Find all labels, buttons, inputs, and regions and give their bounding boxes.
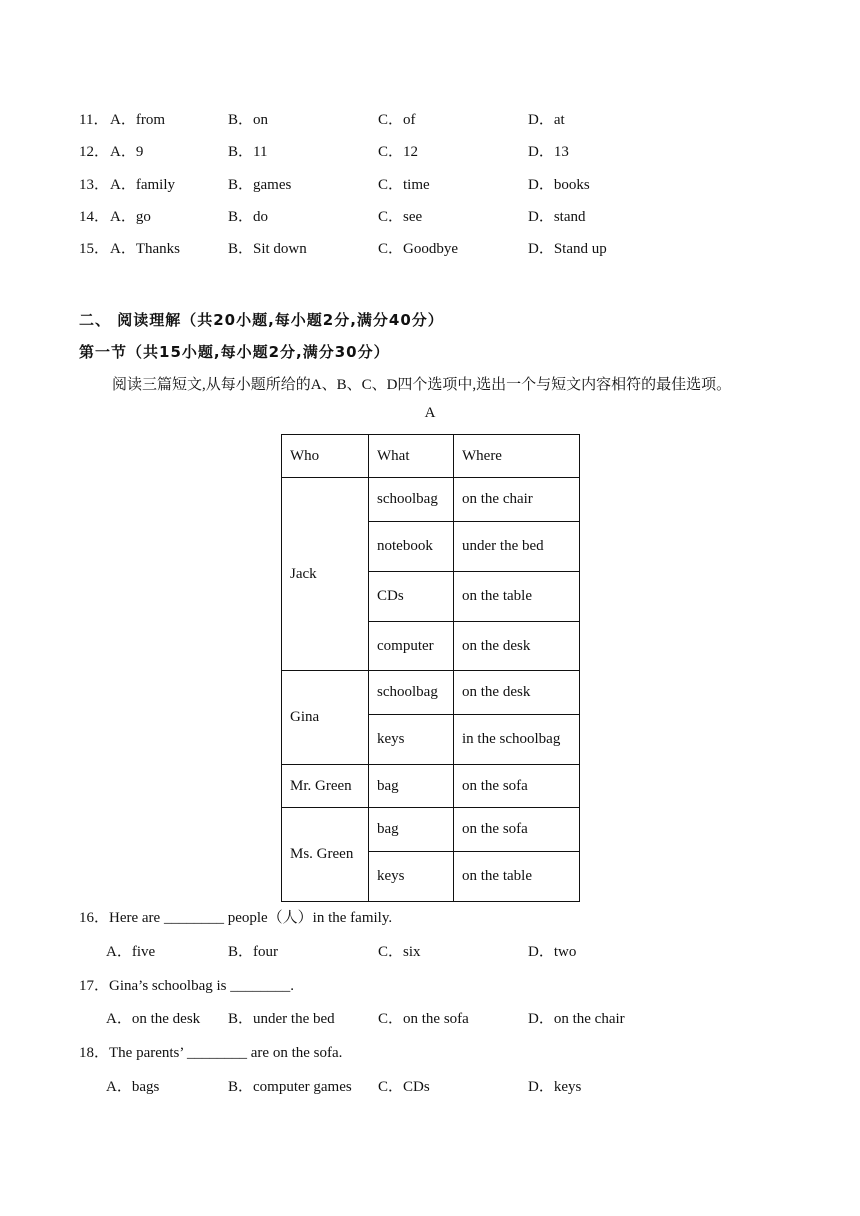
section-heading: 二、 阅读理解（共20小题,每小题2分,满分40分） [79, 311, 444, 329]
options-row-16 [0, 940, 860, 962]
option-a: A．five [106, 944, 156, 960]
option-d: D．keys [528, 1079, 582, 1095]
where-cell: under the bed [454, 522, 580, 572]
where-cell: on the desk [454, 671, 580, 715]
what-cell: bag [369, 765, 454, 808]
where-cell: on the table [454, 852, 580, 902]
option-c: C．see [378, 209, 423, 225]
option-c: C．CDs [378, 1079, 430, 1095]
option-b: B．on [228, 112, 269, 128]
table-row [282, 478, 580, 522]
passage-label: A [424, 405, 436, 421]
who-cell: Ms. Green [282, 808, 369, 902]
option-b: B．Sit down [228, 241, 307, 257]
what-cell: CDs [369, 572, 454, 622]
option-b: B．11 [228, 144, 268, 160]
where-cell: on the desk [454, 622, 580, 671]
where-cell: on the table [454, 572, 580, 622]
what-cell: bag [369, 808, 454, 852]
where-cell: in the schoolbag [454, 715, 580, 765]
option-c: C．of [378, 112, 416, 128]
option-b: B．computer games [228, 1079, 352, 1095]
option-d: D．13 [528, 144, 569, 160]
option-d: D．books [528, 177, 590, 193]
options-row-13 [0, 173, 860, 195]
where-cell: on the chair [454, 478, 580, 522]
table-header: Where [454, 435, 580, 478]
question-number: 11． [79, 112, 109, 128]
part-heading: 第一节（共15小题,每小题2分,满分30分） [79, 343, 390, 361]
table-header-row [282, 435, 580, 478]
options-row-11 [0, 108, 860, 130]
option-c: C．12 [378, 144, 419, 160]
what-cell: keys [369, 852, 454, 902]
option-b: B．do [228, 209, 269, 225]
option-a: A．go [110, 209, 151, 225]
option-a: A．family [110, 177, 175, 193]
table-row [282, 765, 580, 808]
option-c: C．six [378, 944, 421, 960]
option-c: C．time [378, 177, 430, 193]
option-a: A．from [110, 112, 165, 128]
options-row-15 [0, 237, 860, 259]
question-number: 13． [79, 177, 110, 193]
option-a: A．bags [106, 1079, 160, 1095]
option-a: A．Thanks [110, 241, 180, 257]
option-b: B．games [228, 177, 292, 193]
options-row-12 [0, 140, 860, 162]
what-cell: schoolbag [369, 478, 454, 522]
who-cell: Gina [282, 671, 369, 765]
question-number: 14． [79, 209, 110, 225]
option-a: A．on the desk [106, 1011, 201, 1027]
options-row-18 [0, 1075, 860, 1097]
table-header: Who [282, 435, 369, 478]
option-d: D．at [528, 112, 565, 128]
what-cell: computer [369, 622, 454, 671]
option-d: D．two [528, 944, 577, 960]
option-b: B．four [228, 944, 278, 960]
what-cell: schoolbag [369, 671, 454, 715]
option-c: C．on the sofa [378, 1011, 469, 1027]
option-a: A．9 [110, 144, 144, 160]
table-row [282, 671, 580, 715]
belongings-table [281, 434, 580, 902]
who-cell: Mr. Green [282, 765, 369, 808]
where-cell: on the sofa [454, 765, 580, 808]
option-d: D．stand [528, 209, 586, 225]
option-d: D．on the chair [528, 1011, 625, 1027]
table-row [282, 808, 580, 852]
instruction-text: 阅读三篇短文,从每小题所给的A、B、C、D四个选项中,选出一个与短文内容相符的最佳选项。 [112, 377, 732, 393]
question-stem-16: 16．Here are ________ people（人）in the family. [79, 910, 393, 926]
option-c: C．Goodbye [378, 241, 458, 257]
options-row-14 [0, 205, 860, 227]
what-cell: keys [369, 715, 454, 765]
option-d: D．Stand up [528, 241, 607, 257]
table-header: What [369, 435, 454, 478]
question-number: 15． [79, 241, 110, 257]
question-stem-18: 18．The parents’ ________ are on the sofa. [79, 1045, 343, 1061]
question-stem-17: 17．Gina’s schoolbag is ________. [79, 978, 294, 994]
options-row-17 [0, 1007, 860, 1029]
what-cell: notebook [369, 522, 454, 572]
question-number: 12． [79, 144, 110, 160]
who-cell: Jack [282, 478, 369, 671]
where-cell: on the sofa [454, 808, 580, 852]
option-b: B．under the bed [228, 1011, 335, 1027]
